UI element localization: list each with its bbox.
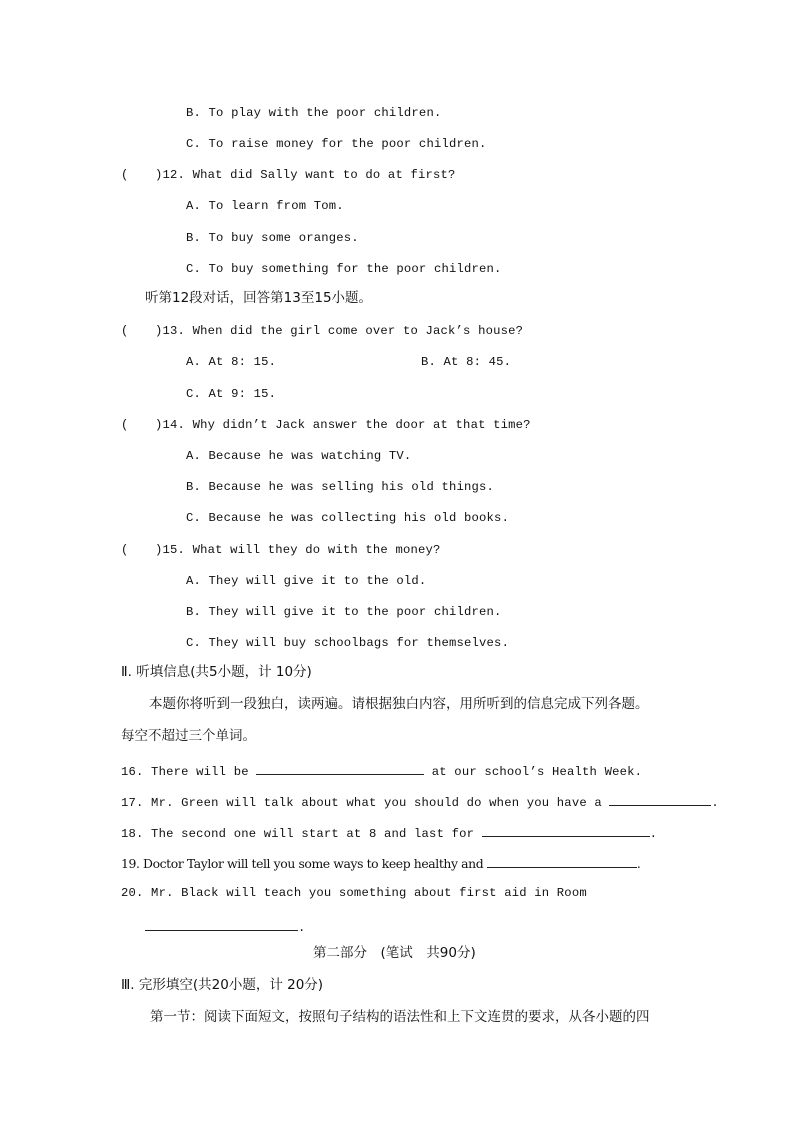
section2-title: Ⅱ. 听填信息(共5小题，计 10分)	[121, 664, 312, 680]
q14-stem	[121, 419, 531, 431]
section2-instruction-cont: 每空不超过三个单词。	[121, 728, 256, 744]
q20-text: 20. Mr. Black will teach you something about first aid in Room	[121, 886, 587, 900]
q16-text-after: at our school’s Health Week.	[431, 765, 643, 779]
q18	[121, 824, 657, 840]
q14-option-a: A. Because he was watching TV.	[186, 449, 412, 463]
q13-stem	[121, 325, 523, 337]
q20-cont	[145, 918, 306, 934]
q14-option-b: B. Because he was selling his old things.	[186, 480, 495, 494]
q20	[121, 887, 587, 899]
q15-question: )15. What will they do with the money?	[155, 543, 441, 557]
q16	[121, 762, 642, 778]
q16-answer-blank[interactable]	[256, 762, 424, 775]
q12-question: )12. What did Sally want to do at first?	[155, 168, 456, 182]
q17-text: 17. Mr. Green will talk about what you should do when you have a	[121, 796, 602, 810]
q19	[121, 855, 640, 870]
q20-text-after: .	[298, 921, 306, 935]
q18-text: 18. The second one will start at 8 and last for	[121, 827, 475, 841]
q19-text-after: .	[636, 856, 641, 871]
q13-option-b: B. At 8: 45.	[421, 355, 512, 369]
q17-answer-blank[interactable]	[609, 793, 711, 806]
answer-paren: (	[121, 324, 129, 338]
q12-option-b: B. To buy some oranges.	[186, 231, 359, 245]
q15-stem	[121, 544, 441, 556]
section2-instruction: 本题你将听到一段独白，读两遍。请根据独白内容，用所听到的信息完成下列各题。	[149, 696, 649, 712]
q15-option-c: C. They will buy schoolbags for themselves.	[186, 636, 510, 650]
q11-option-c: C. To raise money for the poor children.	[186, 137, 487, 151]
q14-option-c: C. Because he was collecting his old books.	[186, 511, 510, 525]
q12-option-a: A. To learn from Tom.	[186, 199, 344, 213]
part2-title: 第二部分 (笔试 共90分)	[313, 945, 476, 961]
q12-option-c: C. To buy something for the poor children.	[186, 262, 502, 276]
dialog12-instruction: 听第12段对话，回答第13至15小题。	[145, 290, 373, 306]
q20-answer-blank[interactable]	[145, 918, 298, 931]
answer-paren: (	[121, 543, 129, 557]
q18-answer-blank[interactable]	[482, 824, 650, 837]
q17	[121, 793, 719, 809]
q12-stem	[121, 169, 456, 181]
q14-question: )14. Why didn’t Jack answer the door at that time?	[155, 418, 531, 432]
q19-text: 19. Doctor Taylor will tell you some ways to keep healthy and	[121, 856, 484, 871]
q13-option-a: A. At 8: 15.	[186, 355, 277, 369]
q13-question: )13. When did the girl come over to Jack’s house?	[155, 324, 524, 338]
q13-option-c: C. At 9: 15.	[186, 387, 277, 401]
q17-text-after: .	[711, 796, 719, 810]
q18-text-after: .	[649, 827, 658, 841]
q16-text: 16. There will be	[121, 765, 249, 779]
q15-option-a: A. They will give it to the old.	[186, 574, 427, 588]
answer-paren: (	[121, 168, 129, 182]
section3-instruction: 第一节：阅读下面短文，按照句子结构的语法性和上下文连贯的要求，从各小题的四	[150, 1009, 650, 1025]
section3-title: Ⅲ. 完形填空(共20小题，计 20分)	[121, 977, 324, 993]
answer-paren: (	[121, 418, 129, 432]
q15-option-b: B. They will give it to the poor children.	[186, 605, 502, 619]
q11-option-b: B. To play with the poor children.	[186, 106, 442, 120]
q19-answer-blank[interactable]	[487, 855, 637, 868]
